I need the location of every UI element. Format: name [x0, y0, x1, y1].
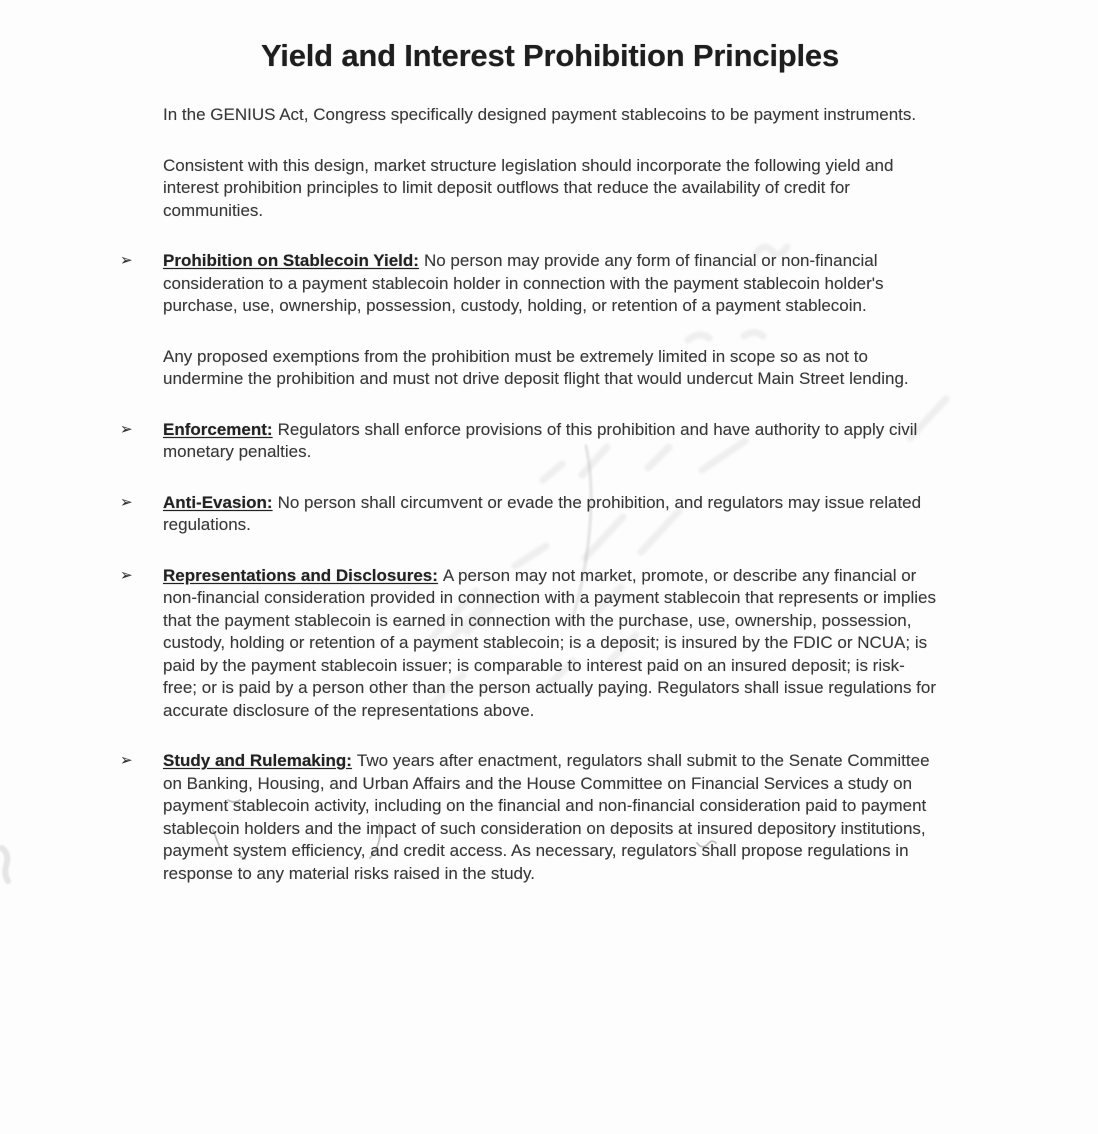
document-title: Yield and Interest Prohibition Principles: [260, 38, 840, 73]
arrow-bullet-icon: ➢: [120, 493, 133, 511]
principle-text: [163, 565, 938, 723]
arrow-bullet-icon: ➢: [120, 252, 133, 269]
principle-heading: Prohibition on Stablecoin Yield:: [163, 251, 419, 270]
principle-paragraph: [163, 250, 938, 318]
principle-heading: Study and Rulemaking:: [163, 751, 352, 770]
principle-body: Regulators shall enforce provisions of this prohibition and have authority to apply civil monetary penalties.: [163, 419, 918, 461]
principle-heading: Anti-Evasion:: [163, 492, 273, 512]
principle-text: [163, 419, 938, 464]
principle-paragraph: [163, 419, 938, 464]
principle-text: [163, 492, 938, 537]
principle-paragraph: [163, 565, 938, 723]
principle-item-study-rulemaking: [120, 750, 950, 885]
principle-heading: Enforcement:: [163, 419, 273, 439]
principle-body: Two years after enactment, regulators shall submit to the Senate Committee on Banking, Housing, and Urban Affairs and the House Committee on Financial Services a study on payment stablecoin activity, including on the financial and non-financial consideration paid to payment stablecoin holders and the impact of such consideration on deposits at insured depository institutions, payment system efficiency, and credit access. As necessary, regulators shall propose regulations in response to any material risks raised in the study.: [163, 751, 930, 883]
document-content: [120, 38, 950, 1134]
principle-item-enforcement: [120, 419, 950, 464]
principle-item-anti-evasion: [120, 492, 950, 537]
principle-paragraph: [163, 492, 938, 537]
principle-paragraph: [163, 750, 938, 885]
principle-text: [163, 750, 938, 885]
principle-heading: Representations and Disclosures:: [163, 565, 438, 585]
arrow-bullet-icon: ➢: [120, 566, 133, 584]
intro-paragraph-2: Consistent with this design, market structure legislation should incorporate the following yield and interest prohibition principles to limit deposit outflows that reduce the availability of credit for communities.: [163, 155, 894, 220]
principle-item-prohibition: [120, 250, 950, 391]
intro-paragraph-1: In the GENIUS Act, Congress specifically designed payment stablecoins to be payment instruments.: [163, 105, 917, 124]
principle-followup-paragraph: Any proposed exemptions from the prohibition must be extremely limited in scope so as not to undermine the prohibition and must not drive deposit flight that would undercut Main Street lending.: [163, 346, 909, 388]
edge-smudge: [2, 848, 8, 881]
principle-text: [163, 250, 938, 391]
principle-body: A person may not market, promote, or describe any financial or non-financial consideration provided in connection with a payment stablecoin that represents or implies that the payment stablecoin is earned in connection with the purchase, use, ownership, possession, custody, holding or retention of a payment stablecoin; is a deposit; is insured by the FDIC or NCUA; is paid by the payment stablecoin issuer; is comparable to interest paid on an insured deposit; is risk-free; or is paid by a person other than the person actually paying. Regulators shall issue regulations for accurate disclosure of the representations above.: [163, 565, 937, 720]
arrow-bullet-icon: ➢: [120, 752, 133, 769]
principle-body: No person may provide any form of financial or non-financial consideration to a payment stablecoin holder in connection with the payment stablecoin holder's purchase, use, ownership, possession, custody, holding, or retention of a payment stablecoin.: [163, 251, 884, 315]
principle-item-representations: [120, 565, 950, 723]
principle-body: No person shall circumvent or evade the prohibition, and regulators may issue related regulations.: [163, 492, 922, 534]
arrow-bullet-icon: ➢: [120, 420, 133, 438]
